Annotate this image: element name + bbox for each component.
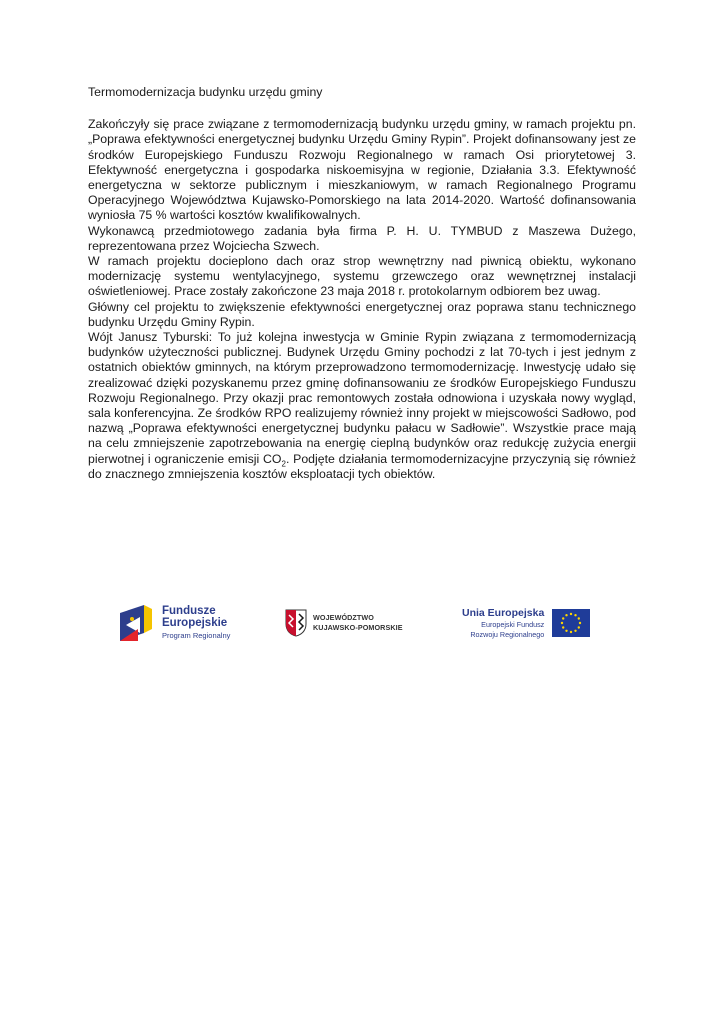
fundusze-europejskie-logo [118,598,230,648]
paragraph-contractor: Wykonawcą przedmiotowego zadania była firma P. H. U. TYMBUD z Maszewa Dużego, reprezentowana przez Wojciecha Szwech. [88,223,636,253]
fe-line-3: Program Regionalny [162,630,231,640]
funding-logos-bar [0,598,724,648]
eu-line-1: Unia Europejska [462,607,545,619]
paragraph-mayor-statement [88,330,636,482]
eu-flag-icon [552,609,590,637]
statement-text: Wójt Janusz Tyburski: To już kolejna inwestycja w Gminie Rypin związana z termomodernizacją budynków użyteczności publicznej. Budynek Urzędu Gminy pochodzi z lat 70-tych i jest jednym z ostatnich obiektów gminnych, na którym przeprowadzono termomodernizację. Inwestycję udało się zrealizować dzięki pozyskanemu przez gminę dofinansowaniu ze środków Europejskiego Funduszu Rozwoju Regionalnego. Przy okazji prac remontowych została odnowiona i uzyskała nowy wygląd, sala konferencyjna. Ze środków RPO realizujemy również inny projekt w miejscowości Sadłowo, pod nazwą „Poprawa efektywności energetycznej budynku pałacu w Sadłowie”. Wszystkie prace mają na celu zmniejszenie zapotrzebowania na energię cieplną budynków oraz redukcję zużycia energii pierwotnej i ograniczenie emisji CO [88,330,636,466]
unia-europejska-text [462,606,544,640]
kujawsko-pomorskie-crest-icon [285,609,307,637]
fundusze-europejskie-mark-icon [118,603,154,643]
document-title: Termomodernizacja budynku urzędu gminy [88,85,323,99]
kp-line-2: KUJAWSKO-POMORSKIE [313,623,403,632]
paragraph-project-goal: Główny cel projektu to zwiększenie efektywności energetycznej oraz poprawa stanu technicznego budynku Urzędu Gminy Rypin. [88,299,636,329]
eu-line-3: Rozwoju Regionalnego [470,630,545,639]
fe-line-1: Fundusze [162,604,216,617]
unia-europejska-logo [462,598,590,648]
kujawsko-pomorskie-text [313,613,403,633]
fundusze-europejskie-text [162,605,230,642]
document-body [88,85,636,482]
fe-line-2: Europejskie [162,616,228,629]
kp-line-1: WOJEWÓDZTWO [313,613,374,622]
paragraph-project-summary: Zakończyły się prace związane z termomodernizacją budynku urzędu gminy, w ramach projektu pn. „Poprawa efektywności energetycznej budynku Urzędu Gminy Rypin”. Projekt dofinansowany jest ze środków Europejskiego Funduszu Rozwoju Regionalnego w ramach Osi priorytetowej 3. Efektywność energetyczna i gospodarka niskoemisyjna w regionie, Działania 3.3. Efektywność energetyczna w sektorze publicznym i mieszkaniowym, w ramach Regionalnego Programu Operacyjnego Województwa Kujawsko-Pomorskiego na lata 2014-2020. Wartość dofinansowania wyniosła 75 % wartości kosztów kwalifikowalnych. [88,117,636,223]
statement-tail: . Podjęte działania termomodernizacyjne przyczynią się również do znacznego zmniejszenia kosztów eksploatacji tych obiektów. [88,451,636,481]
co2-subscript: 2 [281,459,286,469]
eu-line-2: Europejski Fundusz [481,620,545,629]
paragraph-scope-of-works: W ramach projektu docieplono dach oraz strop wewnętrzny nad piwnicą obiektu, wykonano modernizację systemu wentylacyjnego, systemu grzewczego oraz wewnętrznej instalacji oświetleniowej. Prace zostały zakończone 23 maja 2018 r. protokolarnym odbiorem bez uwag. [88,254,636,299]
wojewodztwo-kujawsko-pomorskie-logo [285,598,403,648]
